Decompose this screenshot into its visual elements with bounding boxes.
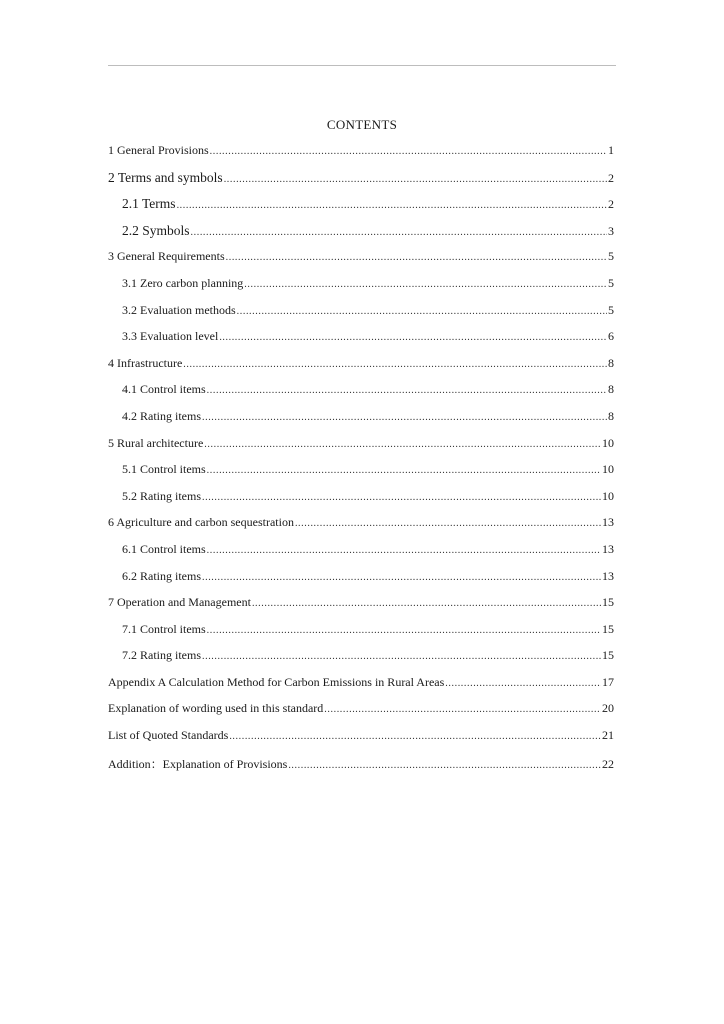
toc-leader-dots [202,412,607,423]
toc-entry-label: 3.3 Evaluation level [122,329,219,344]
toc-entry[interactable] [108,489,614,516]
toc-entry[interactable] [108,515,614,542]
toc-leader-dots [226,252,607,263]
toc-entry[interactable] [108,356,614,383]
toc-entry-label: Appendix A Calculation Method for Carbon Emissions in Rural Areas [108,674,445,689]
toc-entry[interactable] [108,648,614,675]
toc-page-number: 8 [608,382,614,397]
toc-leader-dots [224,174,607,185]
toc-page-number: 3 [608,223,614,238]
toc-page-number: 5 [608,249,614,264]
toc-entry[interactable] [108,382,614,409]
toc-page-number: 21 [602,728,614,743]
table-of-contents [108,143,614,781]
toc-entry-label: 6.1 Control items [122,541,206,556]
toc-entry[interactable] [108,170,614,197]
toc-page-number: 2 [608,197,614,212]
toc-entry-label: 7 Operation and Management [108,595,251,610]
toc-entry[interactable] [108,303,614,330]
toc-entry-label: 5.2 Rating items [122,488,201,503]
toc-page-number: 20 [602,701,614,716]
toc-entry-label: 4.2 Rating items [122,408,201,423]
toc-page-number: 15 [602,648,614,663]
toc-entry-label: 2.1 Terms [122,196,176,212]
toc-leader-dots [177,200,607,211]
toc-page-number: 10 [602,488,614,503]
toc-leader-dots [288,760,601,771]
toc-entry[interactable] [108,728,614,755]
toc-leader-dots [202,492,601,503]
toc-entry[interactable] [108,329,614,356]
toc-leader-dots [295,518,601,529]
toc-entry-label: Addition：Explanation of Provisions [108,756,288,771]
toc-entry-label: 2.2 Symbols [122,222,190,238]
toc-leader-dots [244,279,607,290]
toc-leader-dots [445,678,601,689]
toc-leader-dots [204,439,601,450]
toc-page-number: 10 [602,462,614,477]
toc-entry-label: 1 General Provisions [108,143,209,157]
toc-leader-dots [202,572,601,583]
toc-leader-dots [210,146,607,157]
toc-page-number: 13 [602,568,614,583]
toc-entry[interactable] [108,675,614,702]
toc-entry[interactable] [108,542,614,569]
toc-leader-dots [207,465,601,476]
toc-page-number: 2 [608,170,614,185]
toc-leader-dots [183,359,607,370]
toc-entry[interactable] [108,249,614,276]
header-rule [108,65,616,66]
toc-entry[interactable] [108,143,614,170]
toc-page-number: 10 [602,435,614,450]
toc-entry[interactable] [108,755,614,782]
toc-entry-label: List of Quoted Standards [108,728,229,743]
toc-entry[interactable] [108,569,614,596]
toc-leader-dots [324,704,601,715]
toc-entry[interactable] [108,595,614,622]
toc-page-number: 13 [602,541,614,556]
toc-page-number: 5 [608,302,614,317]
toc-entry[interactable] [108,622,614,649]
toc-page-number: 6 [608,329,614,344]
toc-leader-dots [237,306,607,317]
toc-entry-label: 7.2 Rating items [122,648,201,663]
toc-leader-dots [252,598,601,609]
toc-entry-label: 5 Rural architecture [108,435,204,450]
toc-entry-label: 7.1 Control items [122,621,206,636]
toc-leader-dots [191,227,607,238]
toc-page-number: 1 [608,143,614,157]
toc-entry-label: 3.2 Evaluation methods [122,302,236,317]
toc-page-number: 15 [602,595,614,610]
toc-entry-label: 3.1 Zero carbon planning [122,275,244,290]
toc-leader-dots [207,625,601,636]
toc-page-number: 8 [608,408,614,423]
toc-page-number: 8 [608,355,614,370]
toc-entry-label: 5.1 Control items [122,462,206,477]
toc-leader-dots [207,545,601,556]
toc-entry[interactable] [108,436,614,463]
toc-page-number: 17 [602,674,614,689]
toc-entry-label: 3 General Requirements [108,249,225,264]
toc-leader-dots [207,385,607,396]
toc-entry[interactable] [108,223,614,250]
toc-entry-label: 6 Agriculture and carbon sequestration [108,515,294,530]
toc-entry-label: 2 Terms and symbols [108,169,223,185]
toc-entry-label: 4 Infrastructure [108,355,183,370]
toc-leader-dots [229,731,601,742]
toc-entry[interactable] [108,462,614,489]
toc-leader-dots [202,651,601,662]
toc-entry[interactable] [108,196,614,223]
toc-entry-label: 6.2 Rating items [122,568,201,583]
toc-entry[interactable] [108,701,614,728]
toc-leader-dots [219,332,607,343]
toc-page-number: 5 [608,275,614,290]
toc-page-number: 22 [602,756,614,771]
toc-entry-label: 4.1 Control items [122,382,206,397]
toc-page-number: 13 [602,515,614,530]
toc-entry-label: Explanation of wording used in this standard [108,701,324,716]
toc-page-number: 15 [602,621,614,636]
toc-entry[interactable] [108,409,614,436]
toc-entry[interactable] [108,276,614,303]
page-title: CONTENTS [326,117,398,132]
